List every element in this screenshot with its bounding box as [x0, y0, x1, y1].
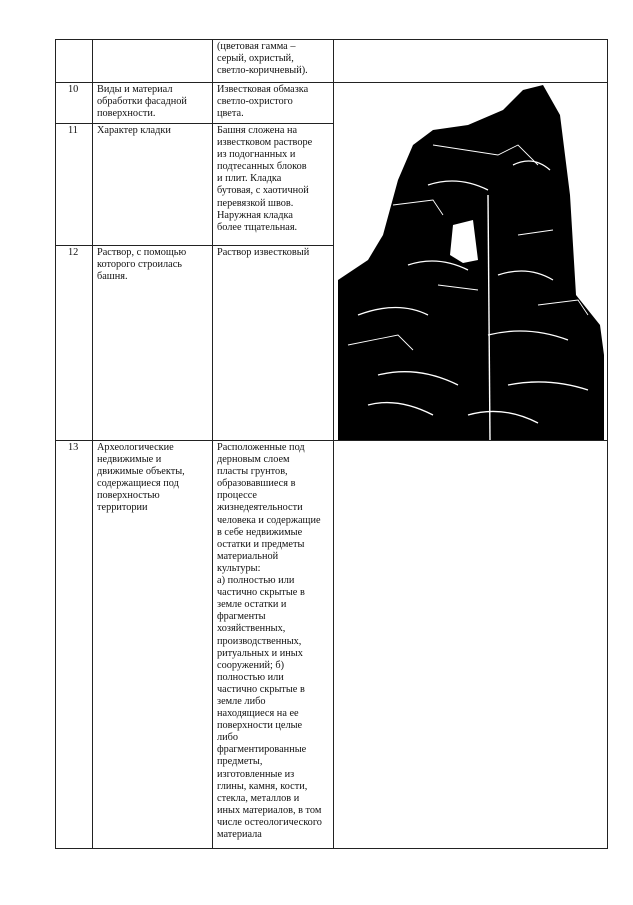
- row-name: Археологические недвижимые и движимые объекты, содержащиеся под поверхностью территории: [93, 441, 213, 849]
- passport-table: [55, 39, 608, 849]
- empty-cell: [334, 441, 608, 849]
- row-value: (цветовая гамма – серый, охристый, светло-коричневый).: [213, 40, 334, 83]
- row-name: Раствор, с помощью которого строилась башня.: [93, 246, 213, 441]
- tower-ruin-photo: [338, 85, 604, 440]
- row-number: 13: [56, 441, 93, 849]
- empty-cell: [334, 40, 608, 83]
- row-number: 12: [56, 246, 93, 441]
- row-name: Виды и материал обработки фасадной поверхности.: [93, 83, 213, 124]
- table-row: [56, 441, 608, 849]
- photo-cell: [334, 83, 608, 441]
- table-row: [56, 83, 608, 124]
- row-number: [56, 40, 93, 83]
- row-number: 11: [56, 124, 93, 246]
- row-number: 10: [56, 83, 93, 124]
- row-value: Расположенные под дерновым слоем пласты грунтов, образовавшиеся в процессе жизнедеятельности человека и содержащие в себе недвижимые остатки и предметы материальной культуры: а) полностью или частично скрытые в земле остатки и фрагменты хозяйственных, производственных, ритуальных и иных сооружений; б) полностью или частично скрытые в земле либо находящиеся на ее поверхности целые либо фрагментированные предметы, изготовленные из глины, камня, кости, стекла, металлов и иных материалов, в том числе остеологического материала: [213, 441, 334, 849]
- row-name: [93, 40, 213, 83]
- table-row: [56, 40, 608, 83]
- row-value: Раствор известковый: [213, 246, 334, 441]
- row-name: Характер кладки: [93, 124, 213, 246]
- row-value: Известковая обмазка светло-охристого цвета.: [213, 83, 334, 124]
- row-value: Башня сложена на известковом растворе из подогнанных и подтесанных блоков и плит. Кладка бутовая, с хаотичной перевязкой швов. Наружная кладка более тщательная.: [213, 124, 334, 246]
